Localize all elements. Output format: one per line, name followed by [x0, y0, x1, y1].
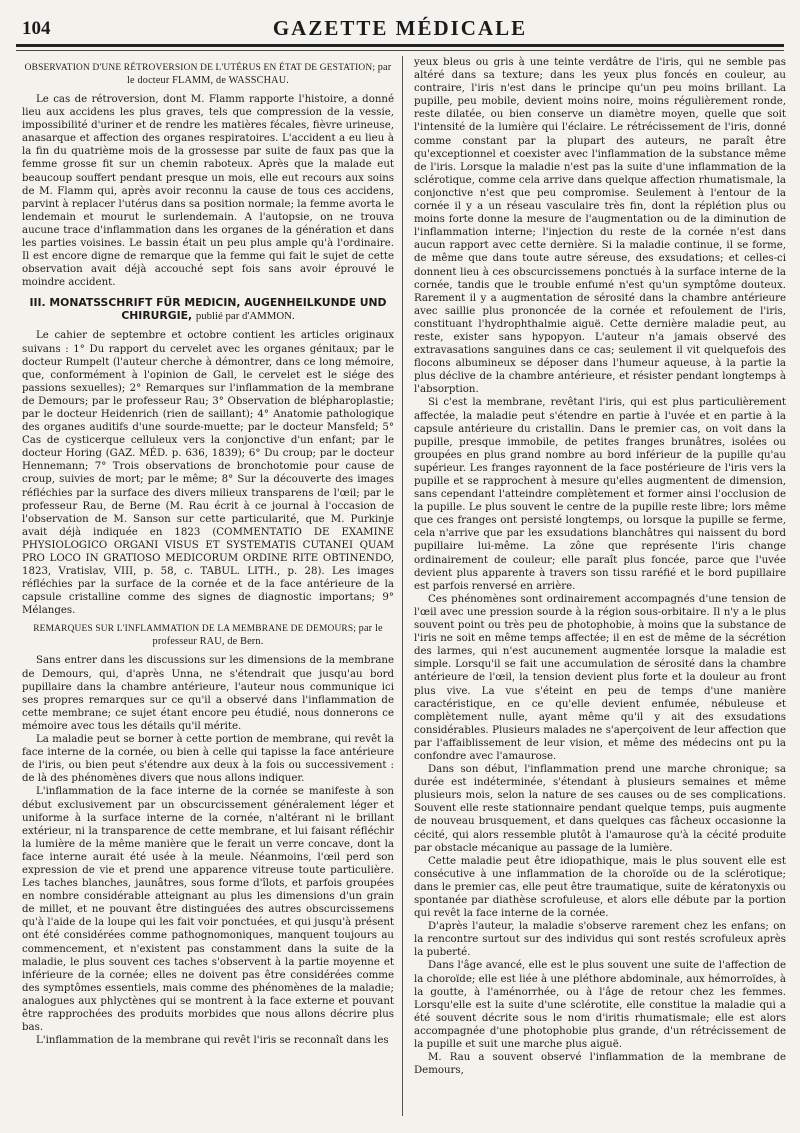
- section-III-subtitle: publié par d'AMMON.: [195, 310, 295, 323]
- body-paragraph: Si c'est la membrane, revêtant l'iris, qui est plus particulièrement affectée, la maladie peut s'étendre en partie à l'uvée et en partie à la capsule antérieure du cristallin. Dans le premier cas, on voit dans la pupille, presque immobile, de petites franges brunâtres, isolées ou groupées en plus grand nombre au bord inférieur de la pupille qu'au supérieur. Les franges rayonnent de la face postérieure de l'iris vers la pupille et se rapprochent à mesure qu'elles augmentent de dimension, sans cependant l'atteindre complètement et former ainsi l'occlusion de la pupille. Le plus souvent le centre de la pupille reste libre; lors même que ces franges ont persisté longtemps, ou lorsque la pupille se ferme, cela n'arrive que par les exsudations blanchâtres qui naissent du bord pupillaire lui-même. La zône que représente l'iris change ordinairement de couleur; elle paraît plus foncée, parce que l'uvée devient plus apparente à travers son tissu raréfié et le bord pupillaire est parfois renversé en arrière.: [414, 397, 786, 592]
- body-paragraph: yeux bleus ou gris à une teinte verdâtre de l'iris, qui ne semble pas altéré dans sa texture; dans les yeux plus foncés en couleur, au contraire, l'iris n'est dans le principe qu'un peu moins brillant. La pupille, peu mobile, devient moins noire, moins régulièrement ronde, reste dilatée, ou bien conserve un diamètre moyen, quelle que soit l'intensité de la lumière qui l'éclaire. Le rétrécissement de l'iris, donné comme constant par la plupart des auteurs, ne paraît être qu'exceptionnel et coexister avec l'inflammation de la substance même de l'iris. Lorsque la maladie n'est pas la suite d'une inflammation de la sclérotique, comme cela arrive dans quelque affection rhumatismale, la conjonctive n'est que peu compromise. Seulement à l'entour de la cornée il y a un réseau vasculaire très fin, dont la réplétion plus ou moins forte donne la mesure de l'augmentation ou de la diminution de l'inflammation interne; l'injection du reste de la cornée n'est dans aucun rapport avec cette dernière. Si la maladie continue, il se forme, de même que dans toute autre séreuse, des exsudations; et celles-ci donnent lieu à ces obscurcissemens ponctués à la surface interne de la cornée, tandis que le trouble enfumé n'est qu'un symptôme douteux. Rarement il y a augmentation de sérosité dans la chambre antérieure avec saillie plus prononcée de la cornée et refoulement de l'iris, constituant l'hydrophthalmie aiguë. Cette dernière maladie peut, au reste, exister sans hypopyon. L'auteur n'a jamais observé des extravasations sanguines dans ce cas; seulement il vit quelquefois des flocons albumineux se déposer dans l'humeur aqueuse, à la partie la plus déclive de la chambre antérieure, et résister pendant longtemps à l'absorption.: [414, 57, 786, 396]
- remarques-paragraph: L'inflammation de la membrane qui revêt l'iris se reconnaît dans les: [36, 1035, 389, 1047]
- observation-paragraph: Le cas de rétroversion, dont M. Flamm rapporte l'histoire, a donné lieu aux accidens les plus graves, tels que compression de la vessie, impossibilité d'uriner et de rendre les matières fécales, fièvre urineuse, anasarque et affection des organes respiratoires. L'accident a eu lieu à la fin du quatrième mois de la grossesse par suite de faux pas que la femme grosse fit sur un chemin raboteux. Après que la malade eut beaucoup souffert pendant presque un mois, elle eut recours aux soins de M. Flamm qui, après avoir reconnu la cause de tous ces accidens, parvint à replacer l'utérus dans sa position normale; la femme avorta le lendemain et mourut le surlendemain. A l'autopsie, on ne trouva aucune trace d'inflammation dans les organes de la génération et dans les parties voisines. Le bassin était un peu plus ample qu'à l'ordinaire. Il est encore digne de remarque que la femme qui fait le sujet de cette observation avait déjà accouché sept fois sans avoir éprouvé le moindre accident.: [22, 94, 394, 289]
- body-paragraph: D'après l'auteur, la maladie s'observe rarement chez les enfans; on la rencontre surtout sur des individus qui sont restés scrofuleux après la puberté.: [414, 921, 786, 959]
- remarques-paragraph: L'inflammation de la face interne de la cornée se manifeste à son début exclusivement par un obscurcissement généralement léger et uniforme à la surface interne de la cornée, n'altérant ni le brillant extérieur, ni la transparence de cette membrane, et lui faisant réfléchir la lumière de la même manière que le ferait un verre concave, dont la face interne aurait été usée à la meule. Néanmoins, l'œil perd son expression de vie et prend une apparence vitreuse toute particulière. Les taches blanches, jaunâtres, sous forme d'îlots, et parfois groupées en nombre considérable atteignant au plus les dimensions d'un grain de millet, et ne pouvant être distinguées des autres obscurcissemens qu'à l'aide de la loupe qui les fait voir ponctuées, et qui jusqu'à présent ont été considérées comme pathognomoniques, manquent toujours au commencement, et n'existent pas constamment dans la suite de la maladie, le plus souvent ces taches s'observent à la partie moyenne et inférieure de la cornée; elles ne doivent pas être considérées comme des symptômes essentiels, mais comme des phénomènes de la maladie; analogues aux phlyctènes qui se montrent à la face externe et pouvant être rapprochées des produits morbides que nous allons décrire plus bas.: [22, 786, 394, 1034]
- section-III-heading: [22, 296, 394, 323]
- body-paragraph: Cette maladie peut être idiopathique, mais le plus souvent elle est consécutive à une inflammation de la choroïde ou de la sclérotique; dans le premier cas, elle peut être traumatique, suite de kératonyxis ou spontanée par diathèse scrofuleuse, et alors elle débute par la portion qui revêt la face interne de la cornée.: [414, 855, 786, 920]
- remarques-heading: [22, 623, 394, 648]
- body-paragraph: Dans son début, l'inflammation prend une marche chronique; sa durée est indéterminée, s'étendant à plusieurs semaines et même plusieurs mois, selon la nature de ses causes ou de ses complications. Souvent elle reste stationnaire pendant quelque temps, puis augmente de nouveau brusquement, et dans quelques cas fâcheux occasionne la cécité, qui alors ressemble plutôt à l'amaurose qu'à la cécité produite par obstacle mécanique au passage de la lumière.: [414, 764, 786, 854]
- section-III-title: III. MONATSSCHRIFT FÜR MEDICIN, AUGENHEILKUNDE UND CHIRURGIE,: [29, 296, 387, 323]
- page-number: 104: [22, 18, 51, 39]
- observation-heading-author: par le docteur FLAMM, de WASSCHAU.: [126, 62, 392, 86]
- observation-heading: [22, 62, 394, 87]
- body-paragraph: Ces phénomènes sont ordinairement accompagnés d'une tension de l'œil avec une pression sourde à la région sous-orbitaire. Il n'y a le plus souvent point ou très peu de photophobie, à moins que la substance de l'iris ne soit en même temps affectée; il en est de même de la sécrétion des larmes, qui n'est aucunement augmentée lorsque la maladie est simple. Lorsqu'il se fait une accumulation de sérosité dans la chambre antérieure de l'œil, la tension devient plus forte et la douleur au front plus vive. La vue s'éteint en peu de temps d'une manière caractéristique, en ce qu'elle devient enfumée, nébuleuse et complètement nulle, ayant même qu'il y ait des exsudations considérables. Plusieurs malades ne s'aperçoivent de leur affection que par l'affaiblissement de leur vision, et même des médecins ont pu la confondre avec l'amaurose.: [414, 593, 786, 762]
- remarques-heading-title: REMARQUES SUR L'INFLAMMATION DE LA MEMBRANE DE DEMOURS;: [33, 624, 357, 635]
- body-paragraph: M. Rau a souvent observé l'inflammation de la membrane de Demours,: [414, 1052, 786, 1077]
- column-divider: [402, 56, 403, 1116]
- left-column: [22, 56, 394, 1116]
- section-III-paragraph: Le cahier de septembre et octobre contient les articles originaux suivans : 1° Du rapport du cervelet avec les organes génitaux; par le docteur Rumpelt (l'auteur cherche à démontrer, dans ce long mémoire, que, conformément à l'opinion de Gall, le cervelet est le siége des passions sexuelles); 2° Remarques sur l'inflammation de la membrane de Demours; par le professeur Rau; 3° Observation de blépharoplastie; par le docteur Heidenrich (rien de saillant); 4° Anatomie pathologique des organes auditifs d'une sourde-muette; par le docteur Mansfeld; 5° Cas de cysticerque celluleux vers la conjonctive d'un enfant; par le docteur Horing (GAZ. MÉD. p. 636, 1839); 6° Du croup; par le docteur Hennemann; 7° Trois observations de bronchotomie pour cause de croup, suivies de mort; par le même; 8° Sur la découverte des images réfléchies par la surface des divers milieux transparens de l'œil; par le professeur Rau, de Berne (M. Rau écrit à ce journal à l'occasion de l'observation de M. Sanson sur cette particularité, que M. Purkinje avait déjà indiquée en 1823 (COMMENTATIO DE EXAMINE PHYSIOLOGICO ORGANI VISUS ET SYSTEMATIS CUTANEI QUAM PRO LOCO IN GRATIOSO MEDICORUM ORDINE RITE OBTINENDO, 1823, Vratislav, VIII, p. 58, c. TABUL. LITH., p. 28). Les images réfléchies par la surface de la cornée et de la face antérieure de la capsule cristalline comme des signes de diagnostic importans; 9° Mélanges.: [22, 330, 394, 617]
- journal-title: GAZETTE MÉDICALE: [272, 16, 528, 40]
- right-column: [414, 56, 786, 1116]
- header-rule: [16, 44, 784, 47]
- body-paragraph: Dans l'âge avancé, elle est le plus souvent une suite de l'affection de la choroïde; elle est liée à une pléthore abdominale, aux hémorroïdes, à la goutte, à l'aménorrhée, ou à l'âge de retour chez les femmes. Lorsqu'elle est la suite d'une sclérotite, elle constitue la maladie qui a été souvent décrite sous le nom d'iritis rhumatismale; elle est alors accompagnée d'une photophobie plus grande, d'un rétrécissement de la pupille et suit une marche plus aiguë.: [414, 960, 786, 1051]
- observation-heading-title: OBSERVATION D'UNE RÉTROVERSION DE L'UTÉRUS EN ÉTAT DE GESTATION;: [24, 63, 376, 73]
- remarques-heading-author: par le professeur RAU, de Bern.: [152, 623, 383, 647]
- header-rule-thin: [16, 50, 784, 51]
- remarques-paragraph: Sans entrer dans les discussions sur les dimensions de la membrane de Demours, qui, d'après Unna, ne s'étendrait que jusqu'au bord pupillaire dans la chambre antérieure, l'auteur nous communique ici ses propres remarques sur ce qu'il a observé dans l'inflammation de cette membrane; ce sujet étant encore peu étudié, nous donnerons ce mémoire avec tous les détails qu'il mérite.: [22, 655, 394, 732]
- remarques-paragraph: La maladie peut se borner à cette portion de membrane, qui revêt la face interne de la cornée, ou bien à celle qui tapisse la face antérieure de l'iris, ou bien peut s'étendre aux deux à la fois ou successivement : de là des phénomènes divers que nous allons indiquer.: [22, 734, 394, 785]
